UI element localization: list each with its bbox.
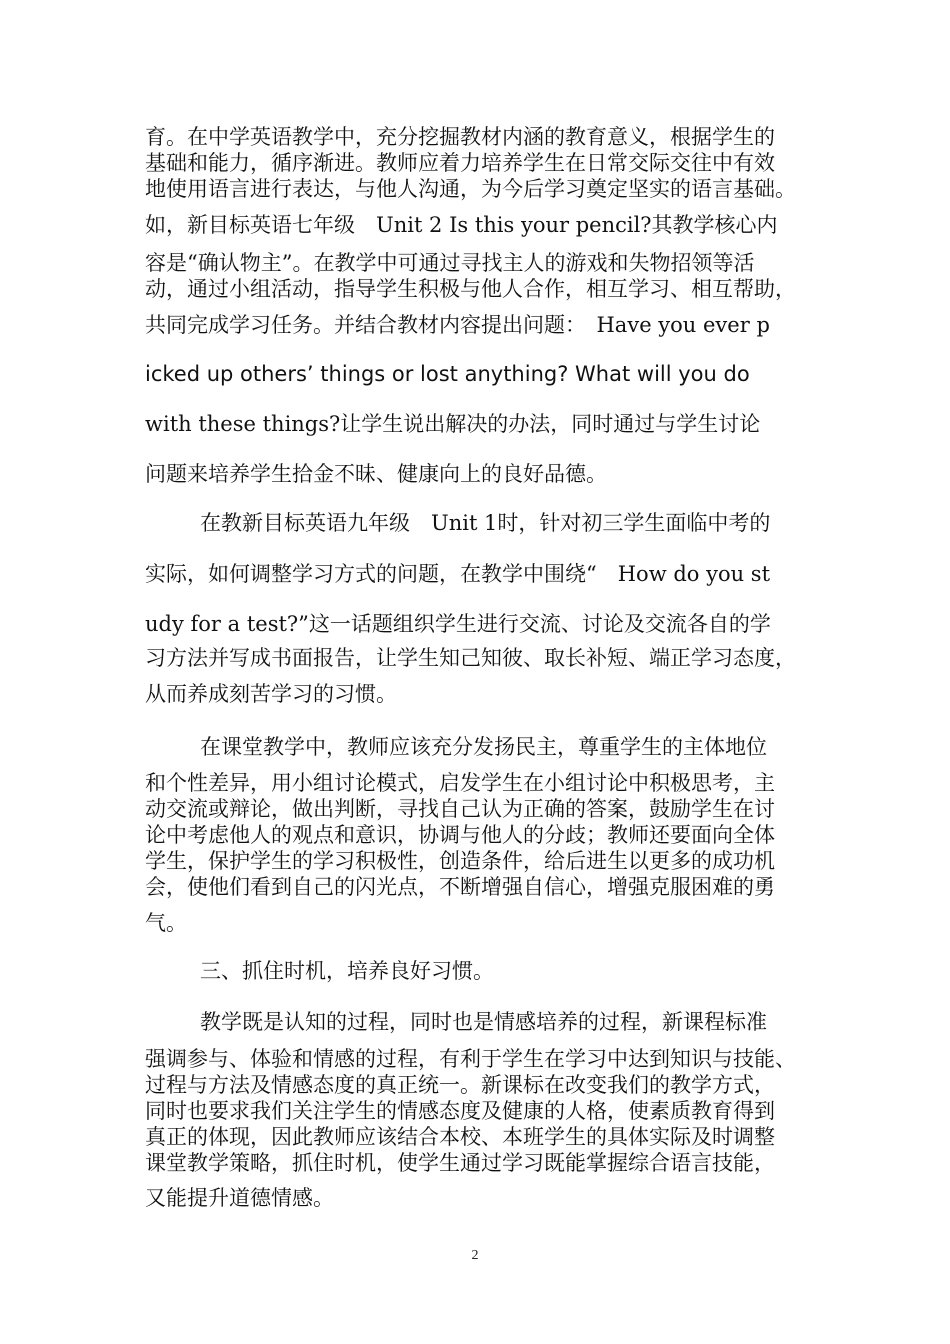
text-line: 地使用语言进行表达，与他人沟通，为今后学习奠定坚实的语言基础。 [145, 177, 796, 201]
text-line: 基础和能力，循序渐进。教师应着力培养学生在日常交际交往中有效 [145, 151, 775, 175]
text-line: 气。 [145, 911, 187, 935]
page-number: 2 [471, 1248, 479, 1263]
text-line: 过程与方法及情感态度的真正统一。新课标在改变我们的教学方式， [145, 1073, 775, 1097]
text-line: with these things?让学生说出解决的办法，同时通过与学生讨论 [145, 412, 761, 436]
text-line: 习方法并写成书面报告，让学生知己知彼、取长补短、端正学习态度， [145, 646, 796, 670]
text-line: 育。在中学英语教学中，充分挖掘教材内涵的教育意义，根据学生的 [145, 125, 775, 149]
text-line: 学生，保护学生的学习积极性，创造条件，给后进生以更多的成功机 [145, 849, 775, 873]
text-line: 会，使他们看到自己的闪光点，不断增强自信心，增强克服困难的勇 [145, 875, 775, 899]
paragraph-first-line: 教学既是认知的过程，同时也是情感培养的过程，新课程标准 [200, 1010, 767, 1034]
text-line: 和个性差异，用小组讨论模式，启发学生在小组讨论中积极思考，主 [145, 771, 775, 795]
text-line: udy for a test?”这一话题组织学生进行交流、讨论及交流各自的学 [145, 612, 771, 636]
section-heading: 三、抓住时机，培养良好习惯。 [200, 959, 494, 983]
paragraph-first-line: 在课堂教学中，教师应该充分发扬民主，尊重学生的主体地位 [200, 735, 767, 759]
text-line: 问题来培养学生拾金不昧、健康向上的良好品德。 [145, 462, 607, 486]
text-line: 容是“确认物主”。在教学中可通过寻找主人的游戏和失物招领等活 [145, 251, 755, 275]
text-line: 同时也要求我们关注学生的情感态度及健康的人格，使素质教育得到 [145, 1099, 775, 1123]
text-line: 实际，如何调整学习方式的问题，在教学中围绕“ How do you st [145, 562, 771, 586]
text-line: 真正的体现，因此教师应该结合本校、本班学生的具体实际及时调整 [145, 1125, 775, 1149]
text-line: 课堂教学策略，抓住时机，使学生通过学习既能掌握综合语言技能， [145, 1151, 775, 1175]
text-line: 强调参与、体验和情感的过程，有利于学生在学习中达到知识与技能、 [145, 1047, 796, 1071]
text-line: 论中考虑他人的观点和意识，协调与他人的分歧；教师还要面向全体 [145, 823, 775, 847]
text-line: 从而养成刻苦学习的习惯。 [145, 682, 397, 706]
text-line: icked up others’ things or lost anything? What will you do [145, 362, 750, 386]
text-line: 如，新目标英语七年级 Unit 2 Is this your pencil?其教学核心内 [145, 213, 778, 237]
text-line: 共同完成学习任务。并结合教材内容提出问题： Have you ever p [145, 313, 770, 337]
text-line: 动交流或辩论，做出判断，寻找自己认为正确的答案，鼓励学生在讨 [145, 797, 775, 821]
text-line: 动，通过小组活动，指导学生积极与他人合作，相互学习、相互帮助， [145, 277, 796, 301]
text-line: 又能提升道德情感。 [145, 1186, 334, 1210]
paragraph-first-line: 在教新目标英语九年级 Unit 1时，针对初三学生面临中考的 [200, 511, 771, 535]
